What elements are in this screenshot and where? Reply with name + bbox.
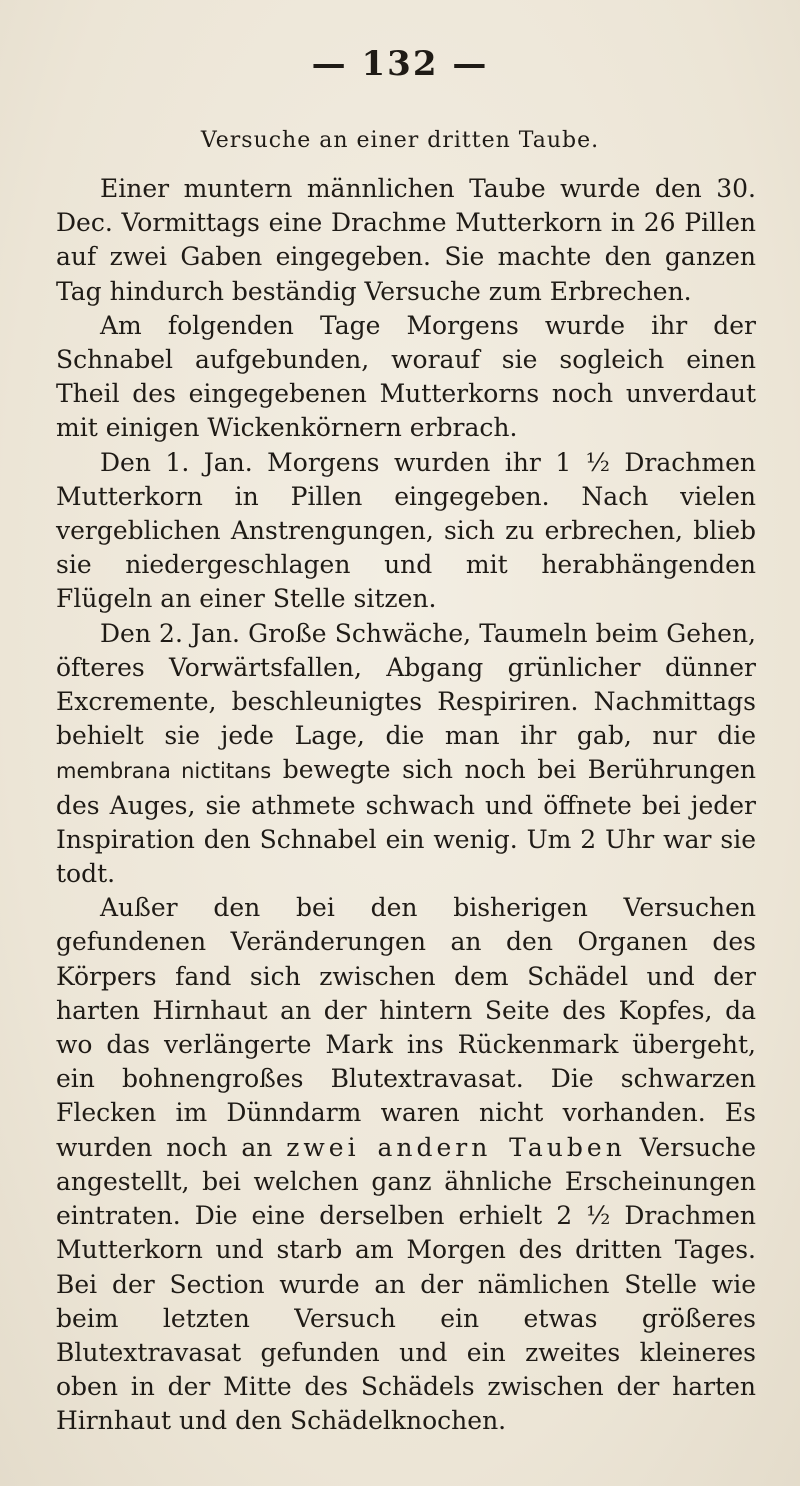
paragraph-3 xyxy=(56,446,756,617)
paragraph-5-text-b: Versuche angestellt, bei welchen ganz ähnliche Erscheinungen eintraten. Die eine derselben erhielt 2 ½ Drachmen Mutterkorn und starb am Morgen des dritten Tages. Bei der Section wurde an der nämlichen Stelle wie beim letzten Versuch ein etwas größeres Blutextravasat gefunden und ein zweites kleineres oben in der Mitte des Schädels zwischen der harten Hirnhaut und den Schädelknochen. xyxy=(56,1132,757,1436)
paragraph-5 xyxy=(56,891,756,1438)
paragraph-2-text: Am folgenden Tage Morgens wurde ihr der Schnabel aufgebunden, worauf sie sogleich einen Theil des eingegebenen Mutterkorns noch unverdaut mit einigen Wickenkörnern erbrach. xyxy=(56,310,756,443)
paragraph-4-text-b: bewegte sich noch bei Berührungen des Auges, sie athmete schwach und öffnete bei jeder Inspiration den Schnabel ein wenig. Um 2 Uhr war sie todt. xyxy=(56,755,756,889)
paragraph-2 xyxy=(56,309,756,446)
latin-term: membrana nictitans xyxy=(56,759,272,784)
section-heading: Versuche an einer dritten Taube. xyxy=(200,128,600,153)
spaced-emphasis: zwei andern Tauben xyxy=(286,1132,626,1162)
paragraph-5-text-a: Außer den bei den bisherigen Versuchen gefundenen Veränderungen an den Organen des Körpers fand sich zwischen dem Schädel und der harten Hirnhaut an der hintern Seite des Kopfes, da wo das verlängerte Mark ins Rückenmark übergeht, ein bohnengroßes Blutextravasat. Die schwarzen Flecken im Dünndarm waren nicht vorhanden. Es wurden noch an xyxy=(56,893,756,1162)
paragraph-4-text-a: Den 2. Jan. Große Schwäche, Taumeln beim Gehen, öfteres Vorwärtsfallen, Abgang grünlicher dünner Excremente, beschleunigtes Respiriren. Nachmittags behielt sie jede Lage, die man ihr gab, nur die xyxy=(56,618,756,751)
paragraph-4 xyxy=(56,617,756,892)
page-number: — 132 — xyxy=(311,44,489,84)
paragraph-1 xyxy=(56,172,756,309)
paragraph-1-text: Einer muntern männlichen Taube wurde den 30. Dec. Vormittags eine Drachme Mutterkorn in 26 Pillen auf zwei Gaben eingegeben. Sie machte den ganzen Tag hindurch beständig Versuche zum Erbrechen. xyxy=(56,174,756,306)
paragraph-3-text: Den 1. Jan. Morgens wurden ihr 1 ½ Drachmen Mutterkorn in Pillen eingegeben. Nach vielen vergeblichen Anstrengungen, sich zu erbrechen, blieb sie niedergeschlagen und mit herabhängenden Flügeln an einer Stelle sitzen. xyxy=(56,447,756,614)
body-text xyxy=(56,172,756,1439)
